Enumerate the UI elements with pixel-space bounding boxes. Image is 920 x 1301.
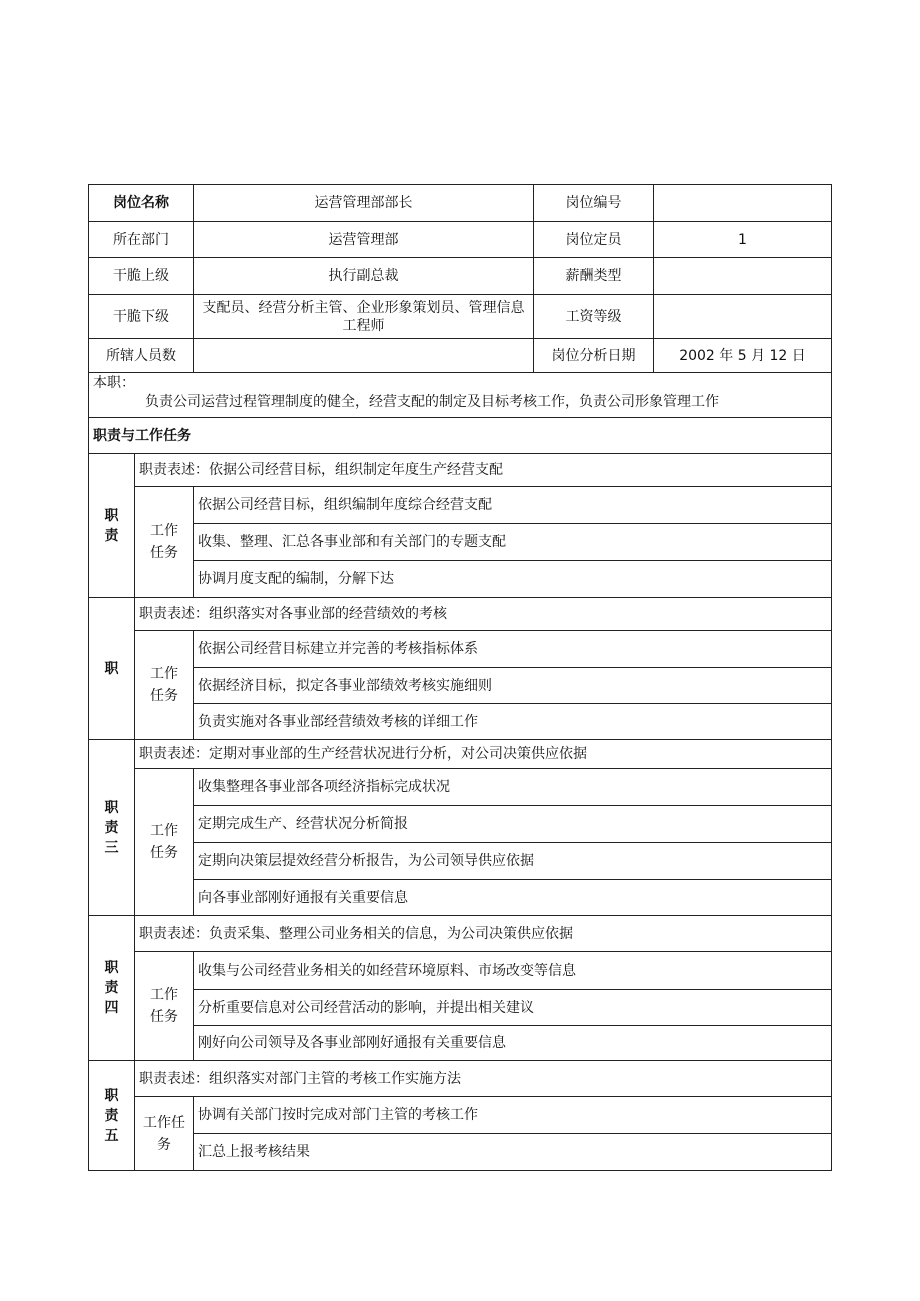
task-row xyxy=(89,952,832,990)
task-item: 协调月度支配的编制，分解下达 xyxy=(194,561,832,598)
task-row xyxy=(89,843,832,880)
field-value: 2002 年 5 月 12 日 xyxy=(654,339,832,373)
field-value: 执行副总裁 xyxy=(194,258,534,295)
task-item: 收集与公司经营业务相关的如经营环境原料、市场改变等信息 xyxy=(194,952,832,990)
task-item: 刚好向公司领导及各事业部刚好通报有关重要信息 xyxy=(194,1026,832,1061)
header-row xyxy=(89,258,832,295)
duty-label: 职 责 四 xyxy=(89,916,135,1061)
task-row xyxy=(89,1134,832,1171)
duty-label: 职 责 xyxy=(89,454,135,598)
task-item: 定期完成生产、经营状况分析简报 xyxy=(194,806,832,843)
task-label: 工作 任务 xyxy=(135,487,194,598)
task-row xyxy=(89,524,832,561)
field-label: 干脆下级 xyxy=(89,295,194,339)
job-description-sheet xyxy=(88,184,832,1171)
duty-statement: 职责表述：负责采集、整理公司业务相关的信息，为公司决策供应依据 xyxy=(135,916,832,952)
task-item: 协调有关部门按时完成对部门主管的考核工作 xyxy=(194,1097,832,1134)
task-row xyxy=(89,487,832,524)
duty-label: 职 xyxy=(89,598,135,740)
task-item: 分析重要信息对公司经营活动的影响，并提出相关建议 xyxy=(194,990,832,1026)
task-item: 依据公司经营目标，组织编制年度综合经营支配 xyxy=(194,487,832,524)
task-label: 工作 任务 xyxy=(135,952,194,1061)
field-label: 所在部门 xyxy=(89,222,194,258)
task-row xyxy=(89,1026,832,1061)
field-value xyxy=(194,339,534,373)
duty-label: 职 责 三 xyxy=(89,740,135,916)
task-item: 定期向决策层提效经营分析报告，为公司领导供应依据 xyxy=(194,843,832,880)
field-value: 支配员、经营分析主管、企业形象策划员、管理信息工程师 xyxy=(194,295,534,339)
task-row xyxy=(89,631,832,668)
summary-label: 本职： xyxy=(93,375,135,391)
task-label: 工作任 务 xyxy=(135,1097,194,1171)
job-description-table xyxy=(88,184,832,1171)
field-label: 岗位编号 xyxy=(534,185,654,222)
task-item: 收集整理各事业部各项经济指标完成状况 xyxy=(194,769,832,806)
task-row xyxy=(89,561,832,598)
header-row xyxy=(89,222,832,258)
section-title: 职责与工作任务 xyxy=(89,418,832,454)
task-row xyxy=(89,704,832,740)
task-row xyxy=(89,769,832,806)
field-label: 岗位定员 xyxy=(534,222,654,258)
duty-statement: 职责表述：组织落实对部门主管的考核工作实施方法 xyxy=(135,1061,832,1097)
task-label: 工作 任务 xyxy=(135,631,194,740)
duty-statement-row xyxy=(89,740,832,769)
field-value xyxy=(654,258,832,295)
duty-statement-row xyxy=(89,598,832,631)
task-label: 工作 任务 xyxy=(135,769,194,916)
duty-statement: 职责表述：组织落实对各事业部的经营绩效的考核 xyxy=(135,598,832,631)
field-label: 岗位分析日期 xyxy=(534,339,654,373)
task-row xyxy=(89,668,832,704)
field-label: 薪酬类型 xyxy=(534,258,654,295)
duty-statement-row xyxy=(89,1061,832,1097)
task-item: 负责实施对各事业部经营绩效考核的详细工作 xyxy=(194,704,832,740)
header-row xyxy=(89,295,832,339)
field-value xyxy=(654,185,832,222)
summary-text: 负责公司运营过程管理制度的健全，经营支配的制定及目标考核工作，负责公司形象管理工作 xyxy=(145,394,719,410)
section-title-row xyxy=(89,418,832,454)
task-row xyxy=(89,990,832,1026)
header-row xyxy=(89,339,832,373)
duty-statement-row xyxy=(89,454,832,487)
task-row xyxy=(89,1097,832,1134)
task-row xyxy=(89,806,832,843)
field-value xyxy=(654,295,832,339)
field-label: 岗位名称 xyxy=(89,185,194,222)
summary-row xyxy=(89,373,832,418)
duty-statement: 职责表述：定期对事业部的生产经营状况进行分析，对公司决策供应依据 xyxy=(135,740,832,769)
duty-statement: 职责表述：依据公司经营目标，组织制定年度生产经营支配 xyxy=(135,454,832,487)
field-label: 干脆上级 xyxy=(89,258,194,295)
duty-label: 职 责 五 xyxy=(89,1061,135,1171)
task-item: 依据经济目标，拟定各事业部绩效考核实施细则 xyxy=(194,668,832,704)
summary-cell xyxy=(89,373,832,418)
field-value: 运营管理部部长 xyxy=(194,185,534,222)
header-row xyxy=(89,185,832,222)
task-item: 向各事业部刚好通报有关重要信息 xyxy=(194,880,832,916)
task-item: 汇总上报考核结果 xyxy=(194,1134,832,1171)
field-value: 1 xyxy=(654,222,832,258)
task-row xyxy=(89,880,832,916)
task-item: 收集、整理、汇总各事业部和有关部门的专题支配 xyxy=(194,524,832,561)
duty-statement-row xyxy=(89,916,832,952)
task-item: 依据公司经营目标建立并完善的考核指标体系 xyxy=(194,631,832,668)
field-label: 工资等级 xyxy=(534,295,654,339)
field-label: 所辖人员数 xyxy=(89,339,194,373)
field-value: 运营管理部 xyxy=(194,222,534,258)
